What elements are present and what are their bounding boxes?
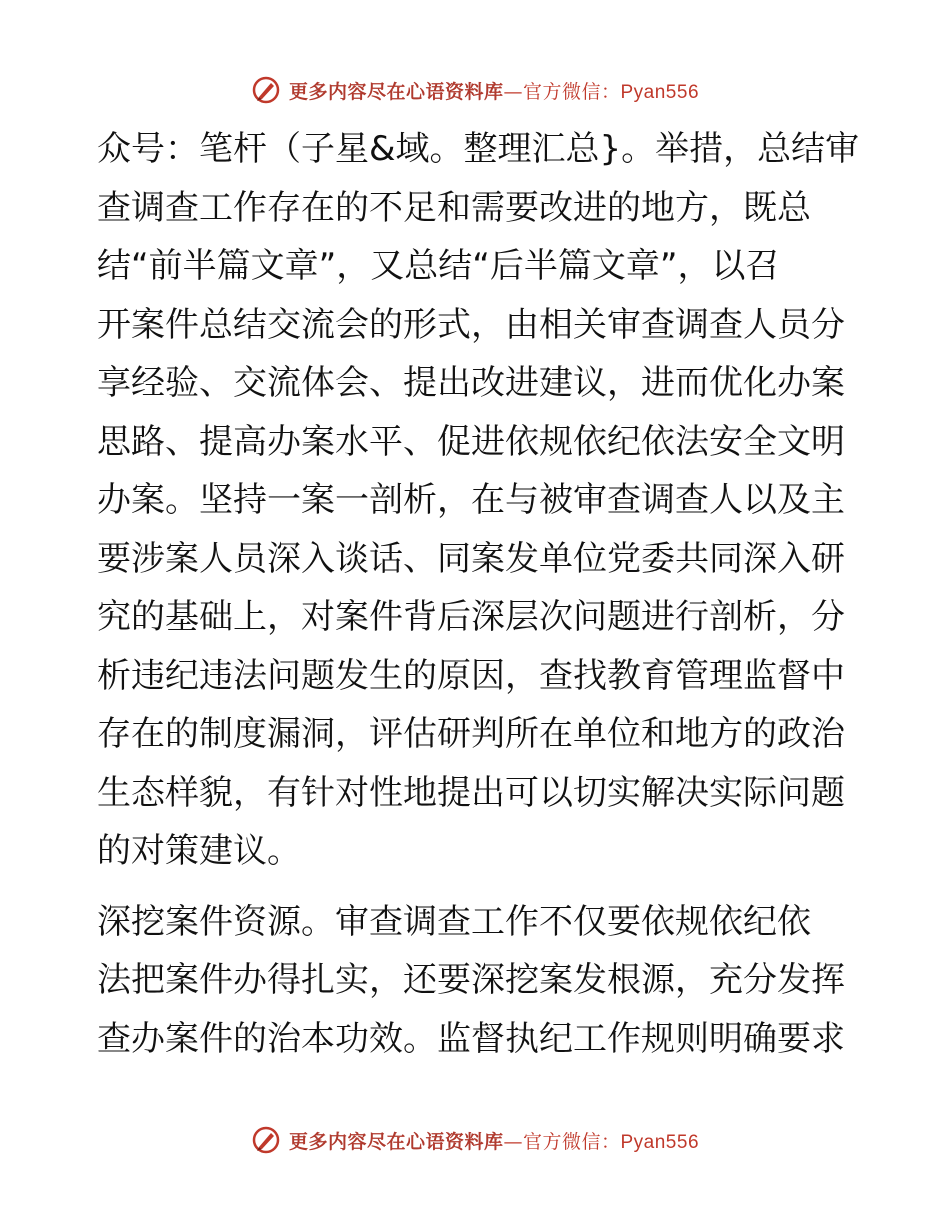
header-brand: 更多内容尽在心语资料库 [288, 80, 504, 103]
footer-separator: — [503, 1130, 523, 1153]
pen-logo-icon [251, 75, 281, 105]
text-line: 办案。坚持一案一剖析，在与被审查调查人以及主 [97, 480, 845, 520]
text-line: 法把案件办得扎实，还要深挖案发根源，充分发挥 [97, 960, 845, 1000]
footer-banner-text [289, 1127, 699, 1154]
text-line: 思路、提高办案水平、促进依规依纪依法安全文明 [97, 421, 845, 462]
paragraph-1 [97, 120, 860, 881]
text-line: 存在的制度漏洞，评估研判所在单位和地方的政治 [97, 714, 845, 754]
paragraph-gap [97, 881, 857, 893]
text-line: 查调查工作存在的不足和需要改进的地方，既总 [97, 187, 811, 228]
pen-logo-icon [251, 1125, 281, 1155]
document-body [97, 120, 860, 1068]
text-line: 究的基础上，对案件背后深层次问题进行剖析，分 [97, 597, 845, 637]
header-contact-label: 官方微信： [522, 80, 621, 103]
header-banner-text [289, 77, 699, 104]
text-line: 查办案件的治本功效。监督执纪工作规则明确要求 [97, 1018, 845, 1059]
text-line: 的对策建议。 [97, 831, 301, 871]
text-line: 享经验、交流体会、提出改进建议，进而优化办案 [97, 363, 845, 403]
text-line: 析违纪违法问题发生的原因，查找教育管理监督中 [97, 655, 845, 696]
footer-banner [0, 1120, 950, 1160]
text-line: 深挖案件资源。审查调查工作不仅要依规依纪依 [97, 901, 811, 942]
text-line: 要涉案人员深入谈话、同案发单位党委共同深入研 [97, 538, 845, 579]
text-line: 众号：笔杆（子星&域。整理汇总}。举措，总结审 [97, 129, 860, 169]
header-contact-id: Pyan556 [620, 81, 700, 103]
footer-contact-id: Pyan556 [620, 1131, 700, 1153]
text-line: 生态样貌，有针对性地提出可以切实解决实际问题 [97, 772, 845, 813]
paragraph-2 [97, 893, 857, 1069]
header-separator: — [503, 80, 523, 103]
text-line: 结“前半篇文章”，又总结“后半篇文章”，以召 [97, 246, 780, 286]
footer-brand: 更多内容尽在心语资料库 [288, 1130, 504, 1153]
text-line: 开案件总结交流会的形式，由相关审查调查人员分 [97, 304, 845, 345]
header-banner [0, 70, 950, 110]
footer-contact-label: 官方微信： [522, 1130, 621, 1153]
